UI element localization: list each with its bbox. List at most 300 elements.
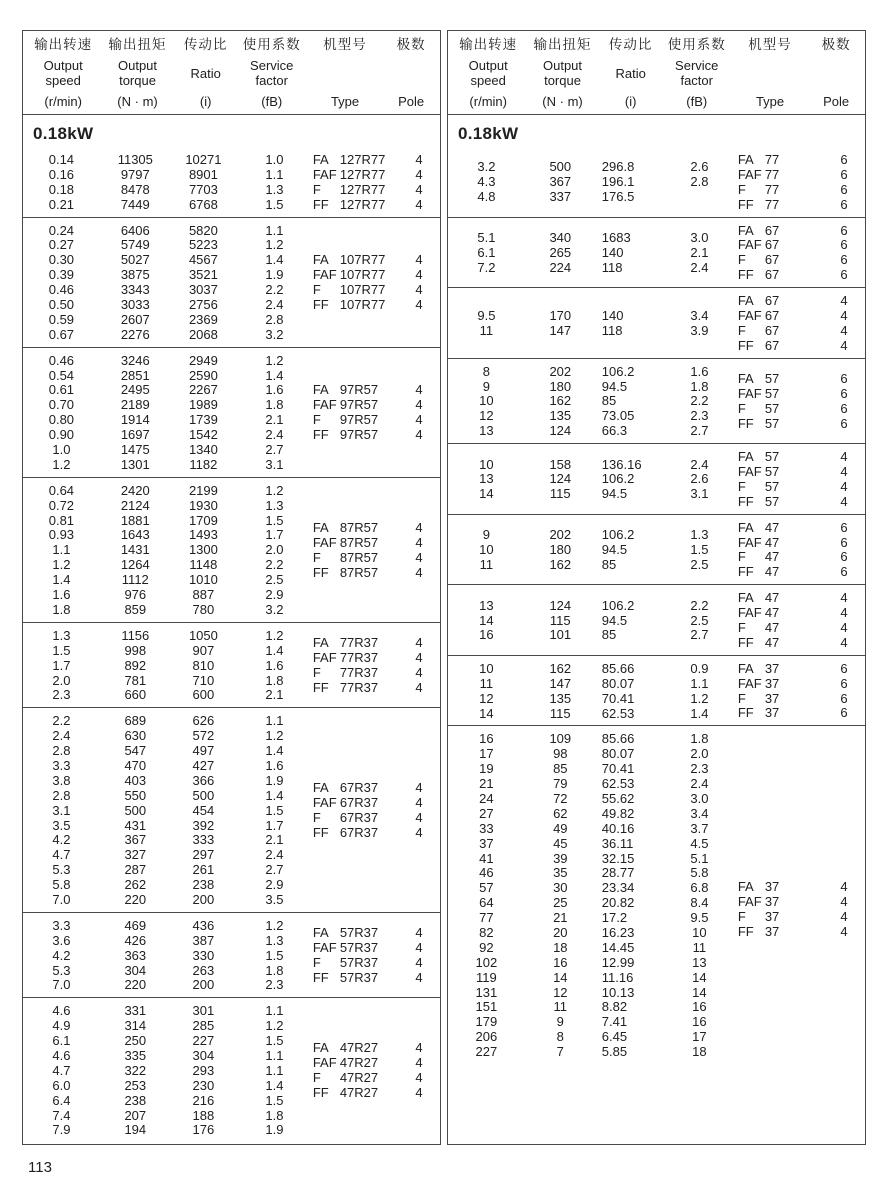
cell-ratio: 497 bbox=[192, 743, 215, 759]
cell-output-speed: 0.21 bbox=[48, 196, 75, 212]
cell-ratio: 216 bbox=[192, 1092, 215, 1108]
cell-pole: 4 bbox=[415, 564, 423, 580]
table-row bbox=[23, 412, 313, 427]
cell-output-torque: 18 bbox=[553, 939, 568, 955]
cell-ratio: 7703 bbox=[188, 181, 218, 197]
cell-output-speed: 6.4 bbox=[52, 1092, 71, 1108]
type-entry bbox=[738, 401, 861, 416]
cell-output-speed: 0.59 bbox=[48, 311, 75, 327]
cell-output-torque: 25 bbox=[553, 895, 568, 911]
cell-output-torque: 98 bbox=[553, 746, 568, 762]
cell-service-factor: 9.5 bbox=[690, 910, 709, 926]
cell-service-factor: 1.9 bbox=[265, 267, 284, 283]
type-entry bbox=[313, 1085, 436, 1100]
table-row bbox=[23, 1122, 313, 1137]
type-entry bbox=[313, 635, 436, 650]
cell-ratio: 14.45 bbox=[601, 939, 635, 955]
cell-ratio: 301 bbox=[192, 1003, 215, 1019]
type-entry bbox=[313, 167, 436, 182]
cell-pole: 4 bbox=[840, 924, 848, 940]
type-prefix: F bbox=[737, 690, 746, 706]
cell-ratio: 887 bbox=[192, 587, 215, 603]
type-model: 67 bbox=[764, 252, 780, 268]
type-prefix: FA bbox=[737, 293, 754, 309]
cell-output-speed: 4.3 bbox=[477, 174, 496, 190]
type-model: 67 bbox=[764, 337, 780, 353]
table-row bbox=[23, 327, 313, 342]
cell-ratio: 2199 bbox=[188, 482, 218, 498]
table-row bbox=[448, 806, 738, 821]
cell-output-torque: 500 bbox=[124, 802, 147, 818]
header-unit: (fB) bbox=[686, 94, 708, 110]
data-rows bbox=[23, 1003, 313, 1137]
table-row bbox=[23, 713, 313, 728]
cell-pole: 4 bbox=[415, 412, 423, 428]
cell-ratio: 6768 bbox=[188, 196, 218, 212]
cell-pole: 4 bbox=[415, 427, 423, 443]
type-entry bbox=[738, 879, 861, 894]
cell-pole: 4 bbox=[415, 166, 423, 182]
cell-output-torque: 109 bbox=[549, 731, 572, 747]
cell-output-torque: 62 bbox=[553, 805, 568, 821]
cell-service-factor: 1.5 bbox=[265, 1033, 284, 1049]
cell-service-factor: 3.4 bbox=[690, 308, 709, 324]
cell-ratio: 387 bbox=[192, 932, 215, 948]
type-prefix: FF bbox=[312, 1085, 329, 1101]
header-cell-type bbox=[306, 37, 384, 110]
type-model: 37 bbox=[764, 705, 780, 721]
type-model: 67R37 bbox=[339, 810, 379, 826]
header-label-en-line: speed bbox=[45, 72, 81, 88]
type-entry bbox=[738, 661, 861, 676]
cell-service-factor: 16 bbox=[692, 1014, 707, 1030]
cell-output-speed: 14 bbox=[479, 486, 494, 502]
table-row bbox=[448, 393, 738, 408]
right-spec-table bbox=[447, 30, 866, 1145]
cell-output-speed: 5.3 bbox=[52, 962, 71, 978]
type-model: 57 bbox=[764, 449, 780, 465]
cell-service-factor: 1.4 bbox=[265, 252, 284, 268]
cell-output-torque: 262 bbox=[124, 877, 147, 893]
header-unit: Pole bbox=[823, 94, 850, 110]
type-model: 97R57 bbox=[339, 382, 379, 398]
cell-ratio: 330 bbox=[192, 947, 215, 963]
cell-output-torque: 124 bbox=[549, 471, 572, 487]
header-unit: (i) bbox=[199, 94, 212, 110]
cell-output-torque: 11305 bbox=[117, 152, 153, 167]
table-row bbox=[23, 297, 313, 312]
cell-output-torque: 202 bbox=[549, 363, 572, 379]
type-prefix: FA bbox=[312, 780, 329, 796]
cell-service-factor: 3.9 bbox=[690, 322, 709, 338]
type-prefix: FA bbox=[737, 590, 754, 606]
header-label-en-line: speed bbox=[470, 72, 506, 88]
cell-service-factor: 2.1 bbox=[690, 244, 709, 260]
cell-output-torque: 630 bbox=[124, 728, 147, 744]
cell-output-torque: 11 bbox=[553, 999, 568, 1015]
cell-output-torque: 7449 bbox=[120, 196, 150, 212]
type-model: 57 bbox=[764, 400, 780, 416]
cell-service-factor: 1.2 bbox=[265, 728, 284, 744]
table-row bbox=[448, 676, 738, 691]
header-cell-output-speed bbox=[450, 37, 526, 110]
header-label-zh: 输出扭矩 bbox=[533, 37, 592, 52]
type-prefix: FF bbox=[737, 705, 754, 721]
table-row bbox=[448, 661, 738, 676]
header-label-en-line: Ratio bbox=[615, 65, 646, 81]
type-model: 77R37 bbox=[339, 679, 379, 695]
cell-pole: 4 bbox=[840, 493, 848, 509]
cell-output-speed: 1.8 bbox=[52, 601, 71, 617]
type-group bbox=[738, 879, 865, 939]
type-prefix: FA bbox=[737, 371, 754, 387]
type-model: 57R37 bbox=[339, 940, 379, 956]
type-prefix: FF bbox=[312, 564, 329, 580]
cell-pole: 6 bbox=[840, 519, 848, 535]
cell-service-factor: 1.5 bbox=[265, 1092, 284, 1108]
cell-output-torque: 470 bbox=[124, 757, 147, 773]
type-entry bbox=[313, 397, 436, 412]
cell-service-factor: 1.5 bbox=[265, 512, 284, 528]
cell-service-factor: 1.6 bbox=[265, 757, 284, 773]
table-row bbox=[448, 999, 738, 1014]
cell-ratio: 1542 bbox=[188, 427, 218, 443]
cell-service-factor: 3.2 bbox=[265, 601, 284, 617]
type-entry bbox=[313, 182, 436, 197]
cell-ratio: 5820 bbox=[188, 222, 218, 238]
table-row bbox=[448, 308, 738, 323]
cell-output-torque: 331 bbox=[124, 1003, 147, 1019]
cell-pole: 4 bbox=[415, 650, 423, 666]
header-unit: (N · m) bbox=[542, 94, 583, 110]
type-model: 47R27 bbox=[339, 1085, 379, 1101]
header-cell-output-speed bbox=[25, 37, 101, 110]
type-model: 37 bbox=[764, 924, 780, 940]
cell-pole: 4 bbox=[415, 267, 423, 283]
section-title-power: 0.18kW bbox=[458, 124, 519, 143]
cell-pole: 6 bbox=[840, 660, 848, 676]
type-prefix: FF bbox=[737, 634, 754, 650]
type-prefix: FA bbox=[737, 449, 754, 465]
type-group bbox=[738, 449, 865, 509]
left-spec-table bbox=[22, 30, 441, 1145]
cell-output-speed: 27 bbox=[479, 805, 494, 821]
table-row bbox=[23, 498, 313, 513]
cell-output-torque: 781 bbox=[124, 672, 147, 688]
type-model: 47 bbox=[764, 590, 780, 606]
type-model: 107R77 bbox=[339, 267, 386, 283]
header-label-en-line: torque bbox=[119, 72, 156, 88]
cell-output-speed: 3.5 bbox=[52, 817, 71, 833]
cell-output-torque: 367 bbox=[549, 174, 572, 190]
table-row bbox=[23, 628, 313, 643]
cell-service-factor: 1.2 bbox=[690, 690, 709, 706]
table-row bbox=[448, 1014, 738, 1029]
cell-pole: 4 bbox=[840, 293, 848, 309]
type-entry bbox=[738, 323, 861, 338]
cell-ratio: 36.11 bbox=[601, 835, 634, 851]
type-entry bbox=[738, 479, 861, 494]
table-row bbox=[23, 818, 313, 833]
cell-output-speed: 0.39 bbox=[48, 267, 75, 283]
cell-ratio: 261 bbox=[192, 862, 215, 878]
cell-service-factor: 2.5 bbox=[265, 572, 284, 588]
type-model: 47R27 bbox=[339, 1070, 379, 1086]
cell-output-speed: 3.3 bbox=[52, 917, 71, 933]
cell-output-torque: 14 bbox=[553, 969, 568, 985]
cell-service-factor: 2.4 bbox=[265, 847, 284, 863]
table-row bbox=[23, 788, 313, 803]
cell-service-factor: 1.2 bbox=[265, 482, 284, 498]
cell-service-factor: 1.8 bbox=[265, 397, 284, 413]
type-prefix: FF bbox=[737, 337, 754, 353]
table-row bbox=[23, 773, 313, 788]
cell-output-torque: 115 bbox=[549, 705, 571, 721]
header-label-en-line: Service bbox=[250, 58, 294, 74]
cell-pole: 6 bbox=[840, 252, 848, 268]
cell-output-torque: 30 bbox=[553, 880, 568, 896]
header-label-en-line: Service bbox=[675, 58, 719, 74]
spec-block bbox=[23, 217, 440, 347]
cell-output-speed: 46 bbox=[479, 865, 494, 881]
data-rows bbox=[23, 152, 313, 212]
table-row bbox=[23, 1063, 313, 1078]
cell-ratio: 12.99 bbox=[601, 954, 635, 970]
table-row bbox=[448, 230, 738, 245]
type-prefix: F bbox=[312, 1070, 321, 1086]
header-label-en-line: Output bbox=[43, 58, 83, 74]
cell-service-factor: 2.7 bbox=[690, 423, 709, 439]
type-prefix: FA bbox=[737, 222, 754, 238]
type-prefix: F bbox=[312, 412, 321, 428]
cell-service-factor: 1.1 bbox=[265, 166, 284, 182]
cell-service-factor: 3.1 bbox=[265, 456, 284, 472]
cell-service-factor: 3.4 bbox=[690, 805, 709, 821]
table-row bbox=[448, 851, 738, 866]
cell-ratio: 94.5 bbox=[601, 612, 628, 628]
cell-output-speed: 13 bbox=[479, 597, 494, 613]
header-label-zh: 传动比 bbox=[608, 37, 653, 52]
cell-ratio: 230 bbox=[192, 1077, 215, 1093]
cell-output-speed: 4.2 bbox=[52, 832, 71, 848]
cell-service-factor: 1.1 bbox=[265, 1062, 284, 1078]
cell-output-speed: 16 bbox=[479, 627, 494, 643]
cell-ratio: 285 bbox=[192, 1018, 215, 1034]
type-entry bbox=[313, 282, 436, 297]
cell-service-factor: 1.5 bbox=[265, 196, 284, 212]
type-model: 67 bbox=[764, 322, 780, 338]
section-title-power: 0.18kW bbox=[33, 124, 94, 143]
cell-output-speed: 0.46 bbox=[48, 352, 75, 368]
header-label-zh: 输出转速 bbox=[34, 37, 93, 52]
cell-output-speed: 3.2 bbox=[477, 159, 496, 175]
type-model: 57 bbox=[764, 463, 780, 479]
type-prefix: FA bbox=[312, 252, 329, 268]
type-entry bbox=[738, 676, 861, 691]
cell-output-torque: 170 bbox=[549, 308, 572, 324]
cell-service-factor: 2.9 bbox=[265, 877, 284, 893]
cell-ratio: 176.5 bbox=[601, 189, 635, 205]
table-row bbox=[448, 423, 738, 438]
header-unit: Type bbox=[330, 94, 360, 110]
cell-ratio: 16.23 bbox=[601, 924, 635, 940]
type-entry bbox=[738, 924, 861, 939]
type-entry bbox=[738, 894, 861, 909]
type-entry bbox=[313, 955, 436, 970]
cell-ratio: 1709 bbox=[188, 512, 218, 528]
spec-block bbox=[448, 514, 865, 585]
cell-output-speed: 7.4 bbox=[52, 1107, 71, 1123]
cell-pole: 4 bbox=[415, 181, 423, 197]
type-entry bbox=[738, 691, 861, 706]
table-row bbox=[23, 1093, 313, 1108]
type-entry bbox=[738, 620, 861, 635]
type-model: 127R77 bbox=[339, 151, 386, 167]
type-group bbox=[313, 1041, 440, 1101]
cell-service-factor: 1.7 bbox=[265, 817, 284, 833]
cell-output-torque: 224 bbox=[549, 259, 572, 275]
cell-output-speed: 11 bbox=[479, 322, 494, 338]
cell-ratio: 907 bbox=[192, 642, 215, 658]
table-row bbox=[448, 985, 738, 1000]
cell-ratio: 106.2 bbox=[601, 597, 635, 613]
header-cell-service-factor bbox=[663, 37, 731, 110]
data-rows bbox=[448, 308, 738, 338]
cell-output-torque: 340 bbox=[549, 230, 572, 245]
cell-output-speed: 0.16 bbox=[48, 166, 75, 182]
header-label-en-line: factor bbox=[255, 72, 288, 88]
table-row bbox=[448, 836, 738, 851]
cell-ratio: 1050 bbox=[188, 627, 218, 643]
cell-ratio: 1493 bbox=[188, 527, 218, 543]
type-group bbox=[313, 252, 440, 312]
page-number: 113 bbox=[28, 1159, 52, 1176]
cell-ratio: 600 bbox=[192, 687, 215, 703]
table-row bbox=[23, 513, 313, 528]
cell-output-torque: 500 bbox=[549, 159, 572, 175]
cell-pole: 4 bbox=[840, 605, 848, 621]
cell-output-torque: 135 bbox=[549, 690, 572, 706]
cell-output-speed: 2.0 bbox=[52, 672, 71, 688]
type-entry bbox=[313, 297, 436, 312]
type-entry bbox=[313, 970, 436, 985]
cell-service-factor: 2.2 bbox=[690, 393, 709, 409]
cell-service-factor: 1.2 bbox=[265, 352, 284, 368]
cell-ratio: 62.53 bbox=[601, 705, 635, 721]
cell-pole: 6 bbox=[840, 564, 848, 580]
cell-service-factor: 2.1 bbox=[265, 687, 284, 703]
spec-block bbox=[23, 477, 440, 622]
type-prefix: FF bbox=[312, 824, 329, 840]
type-model: 77 bbox=[764, 181, 780, 197]
table-row bbox=[23, 572, 313, 587]
table-row bbox=[23, 918, 313, 933]
type-prefix: FAF bbox=[737, 605, 762, 621]
cell-ratio: 2590 bbox=[188, 367, 218, 383]
table-row bbox=[448, 746, 738, 761]
cell-service-factor: 3.5 bbox=[265, 891, 284, 907]
cell-output-speed: 6.1 bbox=[477, 244, 496, 260]
type-prefix: FAF bbox=[312, 534, 337, 550]
type-prefix: FF bbox=[312, 427, 329, 443]
cell-ratio: 17.2 bbox=[601, 910, 628, 926]
type-model: 47R27 bbox=[339, 1040, 379, 1056]
type-group bbox=[313, 520, 440, 580]
cell-ratio: 85.66 bbox=[601, 660, 635, 676]
cell-output-torque: 8478 bbox=[120, 181, 150, 197]
cell-pole: 4 bbox=[840, 894, 848, 910]
cell-output-torque: 265 bbox=[549, 244, 572, 260]
cell-service-factor: 2.3 bbox=[265, 977, 284, 993]
data-rows bbox=[448, 598, 738, 643]
cell-service-factor: 11 bbox=[692, 939, 707, 955]
cell-output-speed: 0.93 bbox=[48, 527, 75, 543]
cell-ratio: 85 bbox=[601, 556, 617, 572]
table-row bbox=[23, 1108, 313, 1123]
type-model: 87R57 bbox=[339, 564, 379, 580]
cell-ratio: 2267 bbox=[188, 382, 218, 398]
cell-output-speed: 1.1 bbox=[52, 542, 71, 558]
header-label-zh: 机型号 bbox=[323, 37, 367, 52]
cell-pole: 6 bbox=[840, 181, 848, 197]
type-entry bbox=[313, 680, 436, 695]
type-entry bbox=[313, 520, 436, 535]
cell-output-torque: 124 bbox=[549, 423, 572, 439]
type-prefix: FAF bbox=[312, 166, 337, 182]
table-row bbox=[23, 1003, 313, 1018]
cell-output-torque: 1643 bbox=[120, 527, 150, 543]
cell-pole: 4 bbox=[415, 252, 423, 268]
cell-ratio: 80.07 bbox=[601, 746, 635, 762]
cell-output-torque: 8 bbox=[556, 1029, 564, 1045]
type-prefix: FAF bbox=[737, 534, 762, 550]
cell-output-torque: 253 bbox=[124, 1077, 147, 1093]
type-model: 87R57 bbox=[339, 519, 379, 535]
type-entry bbox=[738, 338, 861, 353]
type-prefix: FA bbox=[312, 382, 329, 398]
header-label-en bbox=[250, 52, 293, 95]
table-row bbox=[448, 260, 738, 275]
cell-output-torque: 3033 bbox=[120, 297, 150, 313]
table-row bbox=[448, 955, 738, 970]
cell-service-factor: 2.1 bbox=[265, 412, 284, 428]
header-label-zh: 极数 bbox=[821, 37, 851, 52]
cell-pole: 4 bbox=[840, 307, 848, 323]
cell-service-factor: 1.1 bbox=[265, 1003, 284, 1019]
cell-pole: 6 bbox=[840, 400, 848, 416]
cell-service-factor: 1.9 bbox=[265, 1122, 284, 1138]
cell-ratio: 297 bbox=[192, 847, 215, 863]
cell-ratio: 572 bbox=[192, 728, 215, 744]
table-header bbox=[448, 31, 865, 115]
cell-output-speed: 2.3 bbox=[52, 687, 71, 703]
type-group bbox=[738, 223, 865, 283]
cell-output-speed: 0.81 bbox=[48, 512, 75, 528]
cell-output-torque: 1301 bbox=[120, 456, 150, 472]
cell-ratio: 5223 bbox=[188, 237, 218, 253]
type-model: 77 bbox=[764, 196, 780, 212]
type-entry bbox=[738, 605, 861, 620]
cell-ratio: 80.07 bbox=[601, 675, 635, 691]
cell-ratio: 2756 bbox=[188, 297, 218, 313]
cell-output-torque: 2420 bbox=[120, 482, 150, 498]
cell-ratio: 1340 bbox=[188, 442, 218, 458]
cell-pole: 4 bbox=[415, 519, 423, 535]
type-model: 47R27 bbox=[339, 1055, 379, 1071]
table-row bbox=[448, 880, 738, 895]
table-row bbox=[23, 803, 313, 818]
type-entry bbox=[313, 825, 436, 840]
